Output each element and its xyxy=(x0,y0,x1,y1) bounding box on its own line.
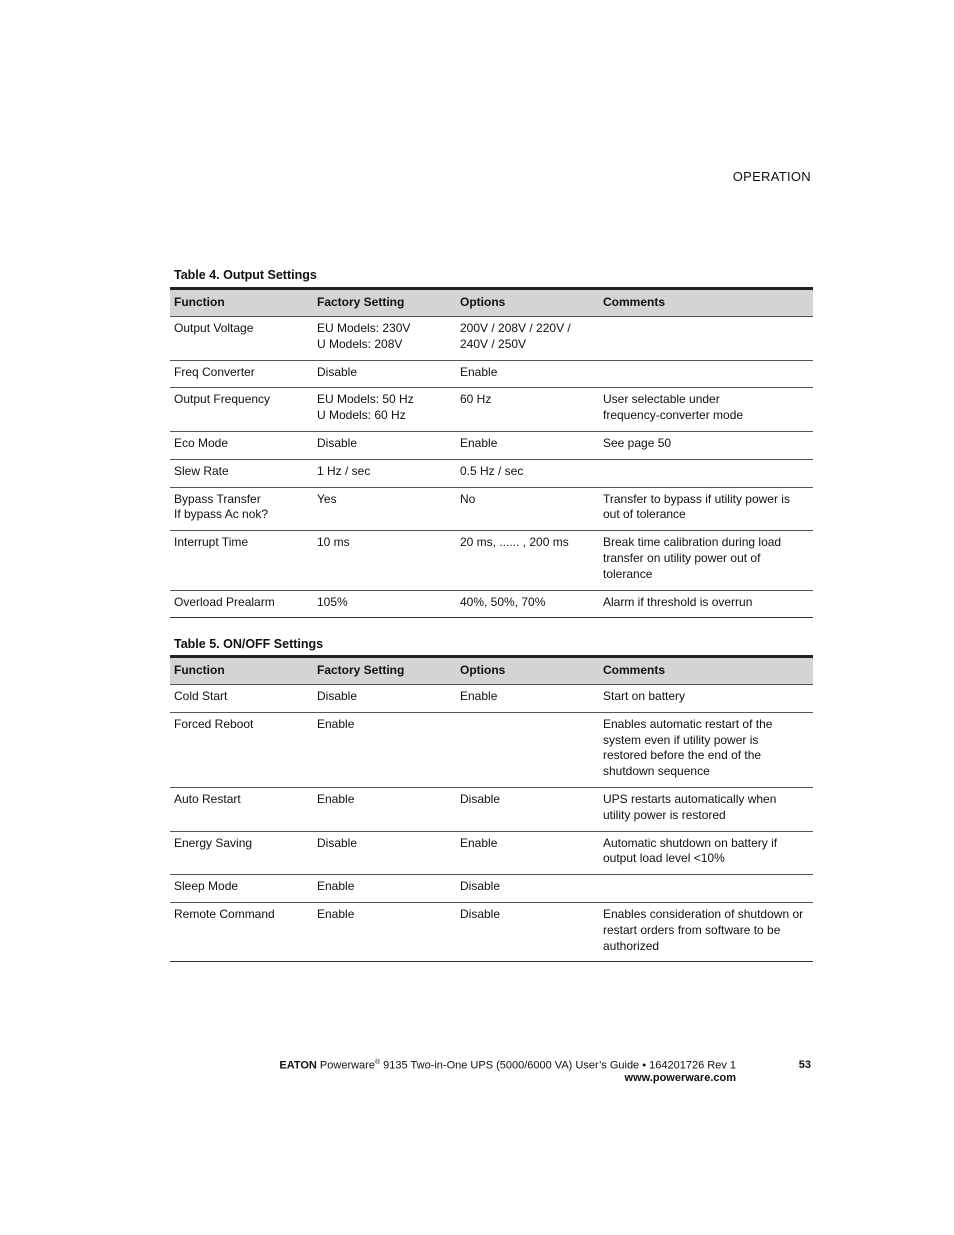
table-row xyxy=(170,531,813,590)
table-cell: Disable xyxy=(456,902,599,961)
table-cell: Energy Saving xyxy=(170,831,313,875)
column-header-factory-setting: Factory Setting xyxy=(313,657,456,685)
table-cell: EU Models: 50 Hz U Models: 60 Hz xyxy=(313,388,456,432)
table-cell: 105% xyxy=(313,590,456,618)
table-cell xyxy=(599,360,813,388)
table-cell: Sleep Mode xyxy=(170,875,313,903)
table-cell: User selectable under frequency-converter mode xyxy=(599,388,813,432)
table-cell: 20 ms, ...... , 200 ms xyxy=(456,531,599,590)
table-cell: Cold Start xyxy=(170,685,313,713)
table-cell: Remote Command xyxy=(170,902,313,961)
registered-mark: ® xyxy=(374,1059,381,1066)
table-cell: Disable xyxy=(313,685,456,713)
table-row xyxy=(170,875,813,903)
table-cell: No xyxy=(456,487,599,531)
table-5-caption: Table 5. ON/OFF Settings xyxy=(174,637,324,651)
table-cell: Transfer to bypass if utility power is out of tolerance xyxy=(599,487,813,531)
table-cell: Eco Mode xyxy=(170,431,313,459)
table-cell: Enables consideration of shutdown or restart orders from software to be authorized xyxy=(599,902,813,961)
footer-brand: EATON xyxy=(279,1059,317,1072)
table-cell: 10 ms xyxy=(313,531,456,590)
table-cell: Bypass Transfer If bypass Ac nok? xyxy=(170,487,313,531)
table-cell: 40%, 50%, 70% xyxy=(456,590,599,618)
table-cell xyxy=(456,712,599,787)
table-cell: Enable xyxy=(313,902,456,961)
table-cell: Enable xyxy=(456,360,599,388)
column-header-comments: Comments xyxy=(599,289,813,317)
table-cell: EU Models: 230V U Models: 208V xyxy=(313,317,456,361)
table-cell: Automatic shutdown on battery if output load level <10% xyxy=(599,831,813,875)
table-row xyxy=(170,487,813,531)
table-cell: 200V / 208V / 220V / 240V / 250V xyxy=(456,317,599,361)
table-cell xyxy=(599,317,813,361)
table-cell: Enable xyxy=(313,875,456,903)
footer-title: 9135 Two-in-One UPS (5000/6000 VA) User’s Guide • 164201726 Rev 1 xyxy=(380,1059,736,1072)
column-header-factory-setting: Factory Setting xyxy=(313,289,456,317)
output-settings-table xyxy=(170,287,813,618)
page-number: 53 xyxy=(798,1059,811,1071)
column-header-options: Options xyxy=(456,657,599,685)
table-cell: Disable xyxy=(456,787,599,831)
table-row xyxy=(170,685,813,713)
column-header-comments: Comments xyxy=(599,657,813,685)
footer-document-info xyxy=(279,1059,736,1072)
table-cell: Disable xyxy=(313,831,456,875)
table-cell: Break time calibration during load transfer on utility power out of tolerance xyxy=(599,531,813,590)
table-cell: Forced Reboot xyxy=(170,712,313,787)
table-cell: Disable xyxy=(456,875,599,903)
table-row xyxy=(170,712,813,787)
table-cell: Enable xyxy=(313,712,456,787)
table-row xyxy=(170,431,813,459)
table-cell: Enable xyxy=(456,685,599,713)
table-row xyxy=(170,360,813,388)
table-row xyxy=(170,317,813,361)
table-cell: Freq Converter xyxy=(170,360,313,388)
table-cell: Yes xyxy=(313,487,456,531)
column-header-function: Function xyxy=(170,657,313,685)
table-cell: Interrupt Time xyxy=(170,531,313,590)
table-cell: Slew Rate xyxy=(170,459,313,487)
table-cell: See page 50 xyxy=(599,431,813,459)
section-header: OPERATION xyxy=(732,169,811,184)
table-cell: 1 Hz / sec xyxy=(313,459,456,487)
table-cell xyxy=(599,459,813,487)
table-cell: Enable xyxy=(313,787,456,831)
table-row xyxy=(170,590,813,618)
table-cell: Overload Prealarm xyxy=(170,590,313,618)
table-cell: Enables automatic restart of the system even if utility power is restored before the end of the shutdown sequence xyxy=(599,712,813,787)
table-cell xyxy=(599,875,813,903)
table-cell: Enable xyxy=(456,431,599,459)
on-off-settings-table xyxy=(170,655,813,962)
table-cell: Enable xyxy=(456,831,599,875)
table-row xyxy=(170,787,813,831)
table-cell: Alarm if threshold is overrun xyxy=(599,590,813,618)
table-row xyxy=(170,902,813,961)
footer-product: Powerware xyxy=(319,1059,375,1072)
table-cell: Disable xyxy=(313,360,456,388)
table-cell: Output Voltage xyxy=(170,317,313,361)
table-cell: UPS restarts automatically when utility power is restored xyxy=(599,787,813,831)
table-cell: Start on battery xyxy=(599,685,813,713)
column-header-options: Options xyxy=(456,289,599,317)
table-cell: Auto Restart xyxy=(170,787,313,831)
footer-website: www.powerware.com xyxy=(624,1072,736,1084)
table-4-caption: Table 4. Output Settings xyxy=(174,268,317,282)
table-row xyxy=(170,831,813,875)
table-cell: 0.5 Hz / sec xyxy=(456,459,599,487)
table-row xyxy=(170,459,813,487)
table-cell: 60 Hz xyxy=(456,388,599,432)
table-cell: Disable xyxy=(313,431,456,459)
table-header-row xyxy=(170,657,813,685)
column-header-function: Function xyxy=(170,289,313,317)
table-cell: Output Frequency xyxy=(170,388,313,432)
table-row xyxy=(170,388,813,432)
table-header-row xyxy=(170,289,813,317)
